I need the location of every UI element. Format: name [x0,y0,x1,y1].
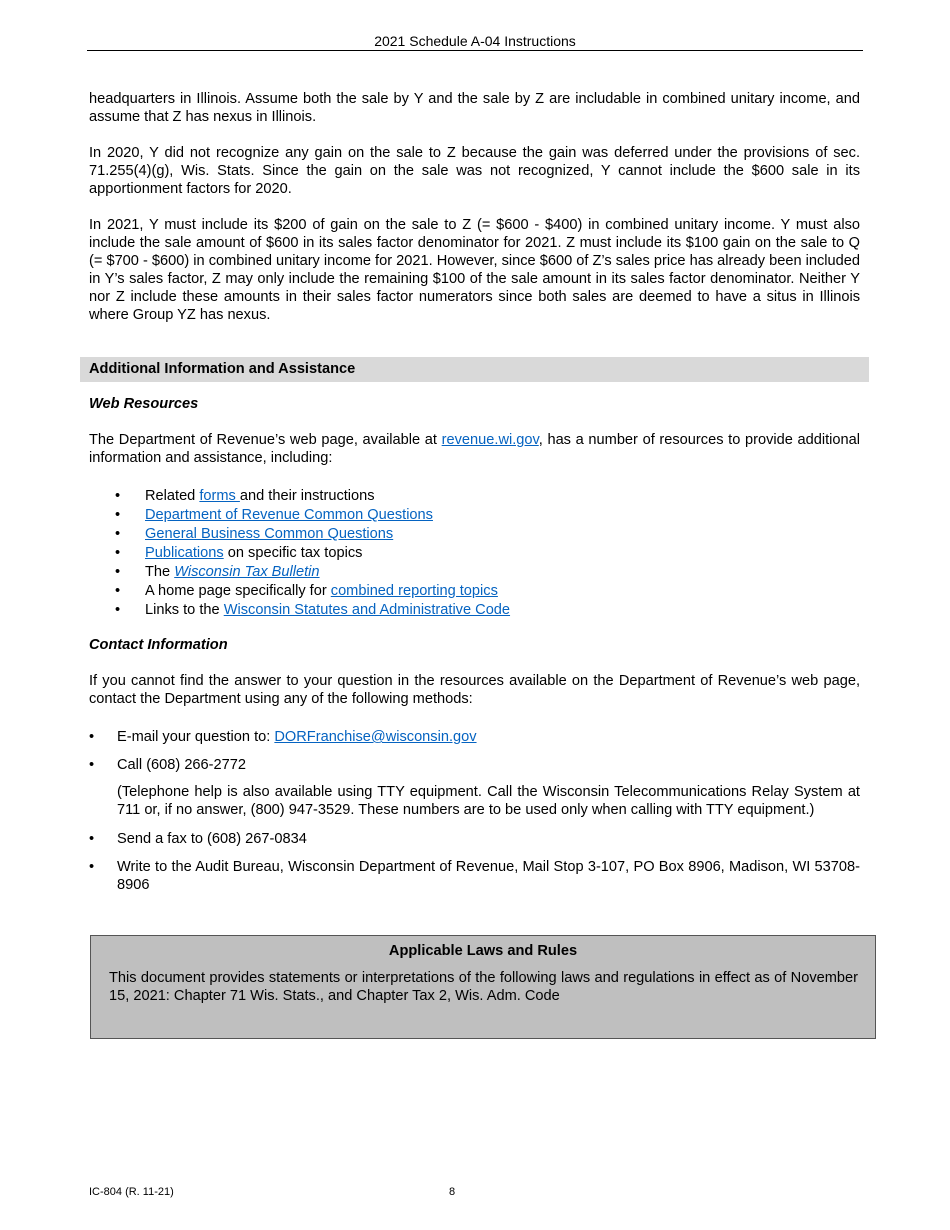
bullet-icon: • [115,583,121,599]
bullet-icon: • [115,602,121,618]
contact-mail-item: • Write to the Audit Bureau, Wisconsin Department of Revenue, Mail Stop 3-107, PO Box 8906, Madison, WI 53708-8906 [89,859,860,893]
list-item: • The Wisconsin Tax Bulletin [115,564,320,580]
web-resources-intro: The Department of Revenue’s web page, available at revenue.wi.gov, has a number of resources to provide additional information and assistance, including: [89,432,860,466]
contact-fax-item: • Send a fax to (608) 267-0834 [89,831,307,847]
list-item: • Links to the Wisconsin Statutes and Administrative Code [115,602,511,618]
list-item: • Publications on specific tax topics [115,545,363,561]
laws-body: This document provides statements or interpretations of the following laws and regulations in effect as of November 15, 2021: Chapter 71 Wis. Stats., and Chapter Tax 2, Wis. Adm. Code [109,970,858,1004]
paragraph-continuation: headquarters in Illinois. Assume both the sale by Y and the sale by Z are includable in combined unitary income, and assume that Z has nexus in Illinois. [89,91,860,125]
page-number: 8 [449,1186,456,1198]
email-link[interactable]: DORFranchise@wisconsin.gov [274,729,477,745]
list-item: • Related forms and their instructions [115,488,375,504]
web-resources-heading: Web Resources [89,396,199,412]
combined-reporting-link[interactable]: combined reporting topics [330,583,498,599]
bullet-icon: • [89,831,95,847]
bullet-icon: • [115,526,121,542]
list-item: • A home page specifically for combined reporting topics [115,583,498,599]
laws-title: Applicable Laws and Rules [388,943,578,959]
bullet-icon: • [115,488,121,504]
paragraph-2020: In 2020, Y did not recognize any gain on the sale to Z because the gain was deferred under the provisions of sec. 71.255(4)(g), Wis. Stats. Since the gain on the sale was not recognized, Y cannot include the $600 sale in its apportionment factors for 2020. [89,145,860,197]
contact-info-heading: Contact Information [89,637,228,653]
tty-note: (Telephone help is also available using TTY equipment. Call the Wisconsin Telecommunications Relay System at 711 or, if no answer, (800) 947-3529. These numbers are to be used only when calling with TTY equipment.) [117,784,860,818]
dor-common-questions-link[interactable]: Department of Revenue Common Questions [145,507,433,523]
bullet-icon: • [89,757,95,773]
contact-phone-item: • Call (608) 266-2772 [89,757,246,773]
tax-bulletin-link[interactable]: Wisconsin Tax Bulletin [174,564,320,580]
paragraph-2021: In 2021, Y must include its $200 of gain on the sale to Z (= $600 - $400) in combined unitary income. Y must also include the sale amount of $600 in its sales factor denominator for 2021. Z must include its $100 gain on the sale to Q (= $700 - $600) in combined unitary income for 2021. However, since $600 of Z’s sales price has already been included in Y’s sales factor, Z may only include the remaining $100 of the sale amount in its sales factor denominator. Neither Y nor Z include these amounts in their sales factor numerators since both sales are deemed to have a situs in Illinois where Group YZ has nexus. [89,217,860,323]
main-content [89,90,860,324]
applicable-laws-box [90,935,876,1039]
form-identifier: IC-804 (R. 11-21) [89,1186,174,1198]
page-header: 2021 Schedule A-04 Instructions [87,32,863,51]
section-heading-additional-info: Additional Information and Assistance [80,357,869,382]
contact-methods-list [89,728,860,894]
bullet-icon: • [89,729,95,745]
revenue-website-link[interactable]: revenue.wi.gov [441,432,539,448]
contact-email-item: • E-mail your question to: DORFranchise@wisconsin.gov [89,729,477,745]
list-item [89,506,860,525]
bullet-icon: • [115,564,121,580]
forms-link[interactable]: forms [199,488,240,504]
contact-intro: If you cannot find the answer to your question in the resources available on the Department of Revenue’s web page, contact the Department using any of the following methods: [89,673,860,707]
general-business-questions-link[interactable]: General Business Common Questions [145,526,394,542]
additional-info-content [89,395,860,894]
bullet-icon: • [115,545,121,561]
list-item [89,525,860,544]
bullet-icon: • [115,507,121,523]
publications-link[interactable]: Publications [145,545,224,561]
statutes-code-link[interactable]: Wisconsin Statutes and Administrative Code [223,602,511,618]
bullet-icon: • [89,859,95,875]
resource-list [89,487,860,620]
